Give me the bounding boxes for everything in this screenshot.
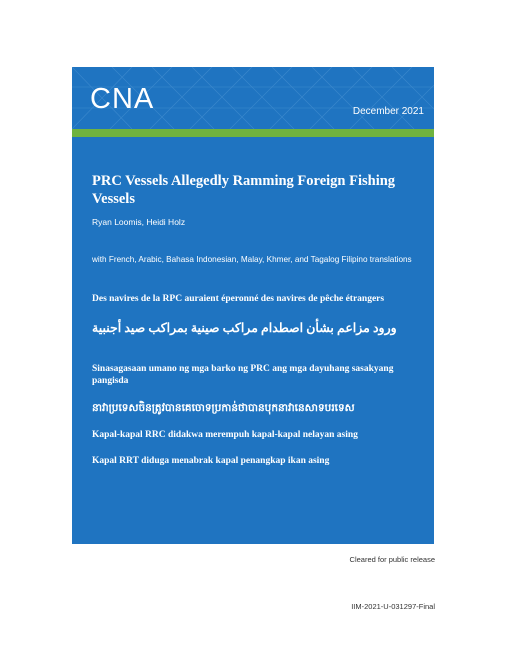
report-title: PRC Vessels Allegedly Ramming Foreign Fishing Vessels <box>92 173 396 207</box>
accent-stripe <box>72 129 434 137</box>
cna-logo: CNA <box>90 83 155 115</box>
title-malay: Kapal-kapal RRC didakwa merempuh kapal-kapal nelayan asing <box>92 430 358 440</box>
title-tagalog: Sinasagasaan umano ng mga barko ng PRC ang mga dayuhang sasakyang pangisda <box>92 364 394 386</box>
release-statement: Cleared for public release <box>349 555 435 564</box>
document-code: IIM-2021-U-031297-Final <box>351 602 435 611</box>
title-khmer: នាវាប្រទេសចិនត្រូវបានគេចោទប្រកាន់ថាបានបុកនាវានេសាទបរទេស <box>92 403 355 414</box>
report-authors: Ryan Loomis, Heidi Holz <box>92 217 186 227</box>
report-cover <box>72 67 434 544</box>
report-date: December 2021 <box>352 106 424 117</box>
title-indonesian: Kapal RRT diduga menabrak kapal penangkap ikan asing <box>92 456 330 466</box>
cover-header <box>72 67 434 129</box>
translations-note: with French, Arabic, Bahasa Indonesian, Malay, Khmer, and Tagalog Filipino translations <box>92 255 412 264</box>
title-arabic: ورود مزاعم بشأن اصطدام مراكب صينية بمراكب صيد أجنبية <box>92 321 397 335</box>
title-french: Des navires de la RPC auraient éperonné des navires de pêche étrangers <box>92 294 385 304</box>
